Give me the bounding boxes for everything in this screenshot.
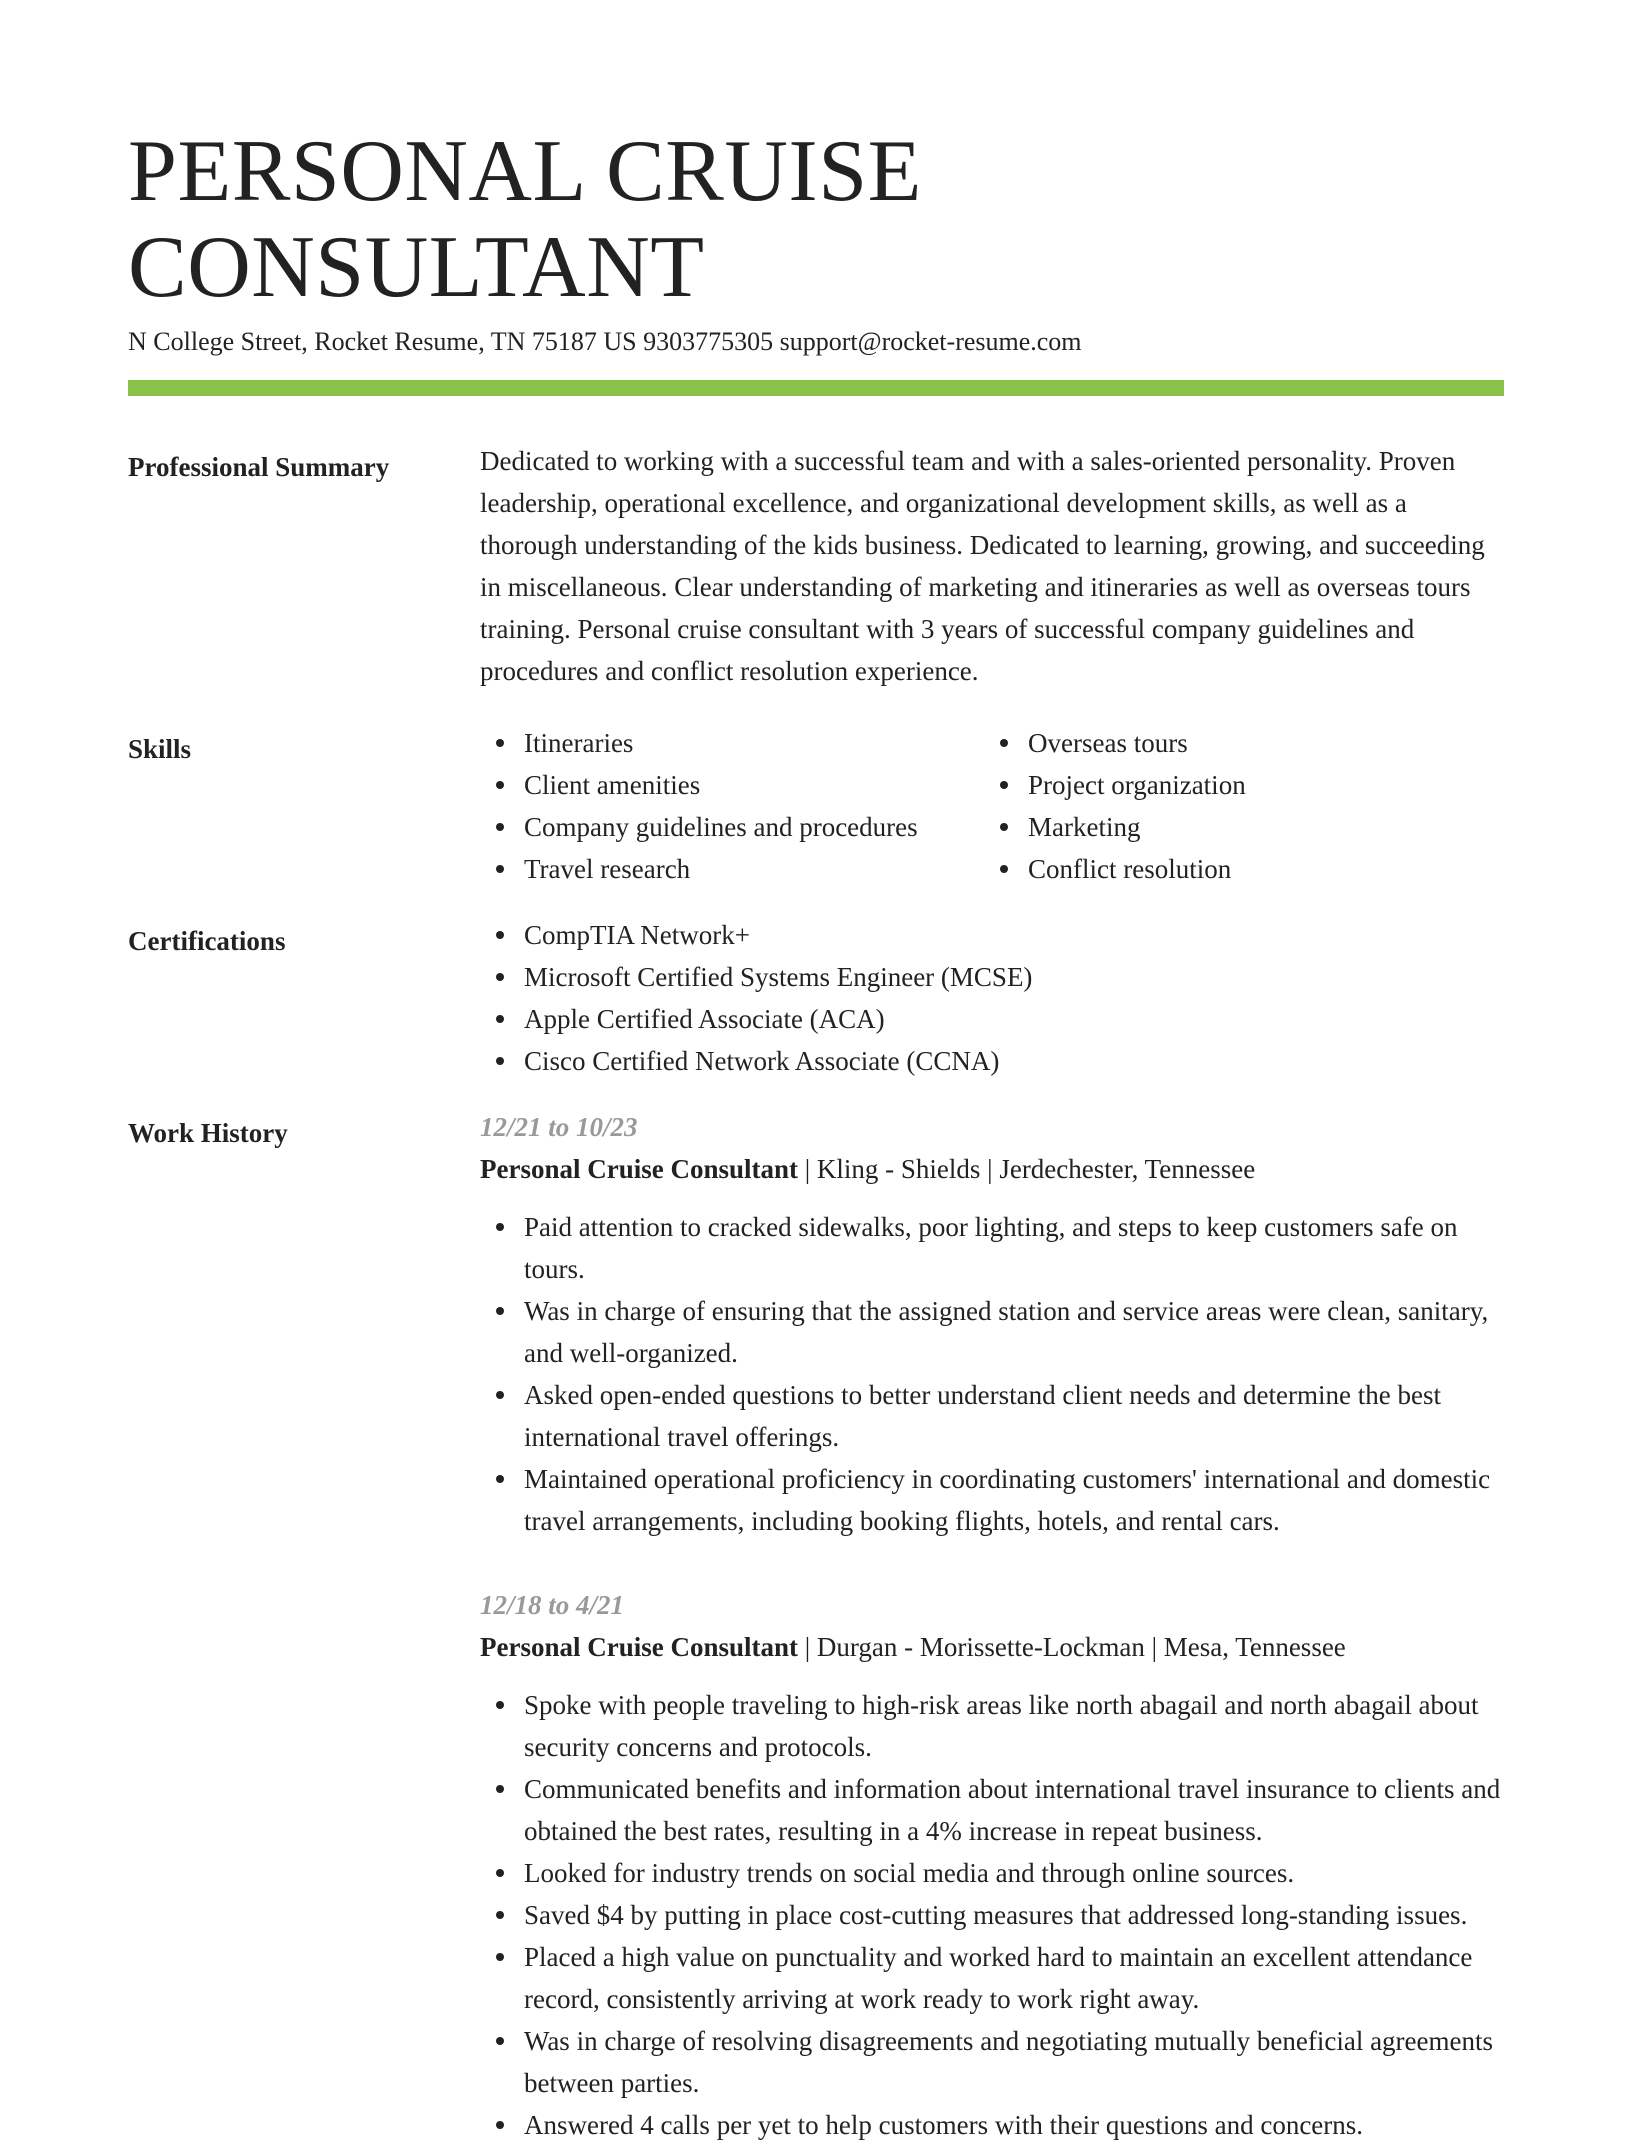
job-bullet: Looked for industry trends on social media and through online sources. xyxy=(524,1852,1504,1894)
skill-item: Overseas tours xyxy=(1028,722,1488,764)
certification-item: Apple Certified Associate (ACA) xyxy=(524,998,1504,1040)
skill-item: Marketing xyxy=(1028,806,1488,848)
job-details: | Kling - Shields | Jerdechester, Tennessee xyxy=(798,1154,1256,1184)
certifications-list xyxy=(480,914,1504,1082)
skills-column-1 xyxy=(480,722,984,890)
job-bullet: Placed a high value on punctuality and worked hard to maintain an excellent attendance record, consistently arriving at work ready to work right away. xyxy=(524,1936,1504,2020)
summary-section xyxy=(128,446,1504,692)
skill-item: Itineraries xyxy=(524,722,984,764)
skills-grid xyxy=(480,722,1504,890)
job-dates: 12/18 to 4/21 xyxy=(480,1590,625,1620)
job-bullet: Was in charge of resolving disagreements and negotiating mutually beneficial agreements between parties. xyxy=(524,2020,1504,2104)
job-entry xyxy=(480,1584,1504,2146)
skill-item: Project organization xyxy=(1028,764,1488,806)
skills-section xyxy=(128,728,1504,890)
contact-phone: 9303775305 xyxy=(643,327,774,356)
job-entry xyxy=(480,1106,1504,1542)
job-title: Personal Cruise Consultant xyxy=(480,1632,799,1662)
contact-line xyxy=(128,324,1504,360)
job-bullets xyxy=(480,1684,1504,2146)
job-title-line xyxy=(480,1148,1504,1190)
job-bullet: Paid attention to cracked sidewalks, poor lighting, and steps to keep customers safe on tours. xyxy=(524,1206,1504,1290)
resume xyxy=(128,124,1504,2146)
work-history-heading: Work History xyxy=(128,1118,288,1148)
job-bullet: Answered 4 calls per yet to help customers with their questions and concerns. xyxy=(524,2104,1504,2146)
certification-item: CompTIA Network+ xyxy=(524,914,1504,956)
certification-item: Cisco Certified Network Associate (CCNA) xyxy=(524,1040,1504,1082)
contact-address: N College Street, Rocket Resume, TN 75187 US xyxy=(128,327,637,356)
job-bullets xyxy=(480,1206,1504,1542)
skills-column-2 xyxy=(984,722,1488,890)
job-bullet: Communicated benefits and information about international travel insurance to clients and obtained the best rates, resulting in a 4% increase in repeat business. xyxy=(524,1768,1504,1852)
certifications-heading: Certifications xyxy=(128,926,286,956)
certifications-section xyxy=(128,920,1504,1082)
skill-item: Company guidelines and procedures xyxy=(524,806,984,848)
certification-item: Microsoft Certified Systems Engineer (MCSE) xyxy=(524,956,1504,998)
summary-text: Dedicated to working with a successful team and with a sales-oriented personality. Proven leadership, operational excellence, and organizational development skills, as well as a thorough understanding of the kids business. Dedicated to learning, growing, and succeeding in miscellaneous. Clear understanding of marketing and itineraries as well as overseas tours training. Personal cruise consultant with 3 years of successful company guidelines and procedures and conflict resolution experience. xyxy=(480,446,1485,686)
job-bullet: Spoke with people traveling to high-risk areas like north abagail and north abagail about security concerns and protocols. xyxy=(524,1684,1504,1768)
job-bullet: Maintained operational proficiency in coordinating customers' international and domestic travel arrangements, including booking flights, hotels, and rental cars. xyxy=(524,1458,1504,1542)
contact-email: support@rocket-resume.com xyxy=(779,327,1082,356)
job-bullet: Saved $4 by putting in place cost-cutting measures that addressed long-standing issues. xyxy=(524,1894,1504,1936)
job-bullet: Was in charge of ensuring that the assigned station and service areas were clean, sanitary, and well-organized. xyxy=(524,1290,1504,1374)
job-details: | Durgan - Morissette-Lockman | Mesa, Tennessee xyxy=(798,1632,1346,1662)
skill-item: Conflict resolution xyxy=(1028,848,1488,890)
skills-heading: Skills xyxy=(128,734,192,764)
header-divider xyxy=(128,380,1504,396)
skill-item: Client amenities xyxy=(524,764,984,806)
job-title-line xyxy=(480,1626,1504,1668)
job-bullet: Asked open-ended questions to better understand client needs and determine the best international travel offerings. xyxy=(524,1374,1504,1458)
candidate-name: PERSONAL CRUISE CONSULTANT xyxy=(128,123,922,316)
summary-heading: Professional Summary xyxy=(128,452,390,482)
job-title: Personal Cruise Consultant xyxy=(480,1154,799,1184)
work-history-section xyxy=(128,1112,1504,2146)
skill-item: Travel research xyxy=(524,848,984,890)
job-dates: 12/21 to 10/23 xyxy=(480,1112,638,1142)
